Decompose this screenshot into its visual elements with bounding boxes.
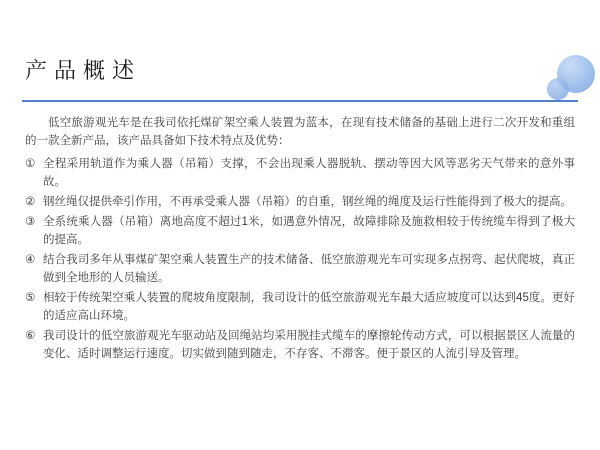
feature-marker: ① bbox=[25, 158, 36, 170]
feature-item bbox=[25, 155, 575, 191]
feature-item bbox=[25, 193, 575, 211]
decorative-circle-small bbox=[547, 78, 569, 100]
intro-paragraph: 低空旅游观光车是在我司依托煤矿架空乘人装置为蓝本，在现有技术储备的基础上进行二次开发和重组的一款全新产品，该产品具备如下技术特点及优势： bbox=[25, 117, 575, 147]
feature-text: 全程采用轨道作为乘人器（吊箱）支撑，不会出现乘人器脱轨、摆动等因大风等恶劣天气带来的意外事故。 bbox=[43, 158, 575, 188]
feature-marker: ⑤ bbox=[25, 292, 36, 304]
slide-title: 产品概述 bbox=[25, 58, 142, 83]
feature-item bbox=[25, 327, 575, 363]
feature-text: 相较于传统架空乘人装置的爬坡角度限制，我司设计的低空旅游观光车最大适应坡度可以达到45度。更好的适应高山环境。 bbox=[43, 292, 575, 322]
feature-marker: ③ bbox=[25, 216, 36, 228]
feature-marker: ⑥ bbox=[25, 330, 36, 342]
feature-marker: ④ bbox=[25, 254, 36, 266]
feature-text: 全系统乘人器（吊箱）离地高度不超过1米，如遇意外情况，故障排除及施救相较于传统缆车得到了极大的提高。 bbox=[43, 216, 575, 246]
feature-item bbox=[25, 251, 575, 287]
feature-item bbox=[25, 289, 575, 325]
feature-marker: ② bbox=[25, 196, 36, 208]
feature-item bbox=[25, 213, 575, 249]
title-underline-rule bbox=[22, 100, 578, 102]
feature-text: 结合我司多年从事煤矿架空乘人装置生产的技术储备、低空旅游观光车可实现多点拐弯、起伏爬坡，真正做到全地形的人员输送。 bbox=[43, 254, 575, 284]
feature-text: 我司设计的低空旅游观光车驱动站及回绳站均采用脱挂式缆车的摩擦轮传动方式，可以根据景区人流量的变化、适时调整运行速度。切实做到随到随走，不存客、不滞客。便于景区的人流引导及管理。 bbox=[43, 330, 575, 360]
feature-text: 钢丝绳仅提供牵引作用，不再承受乘人器（吊箱）的自重，钢丝绳的绳度及运行性能得到了极大的提高。 bbox=[43, 196, 572, 208]
slide-body bbox=[25, 114, 575, 365]
